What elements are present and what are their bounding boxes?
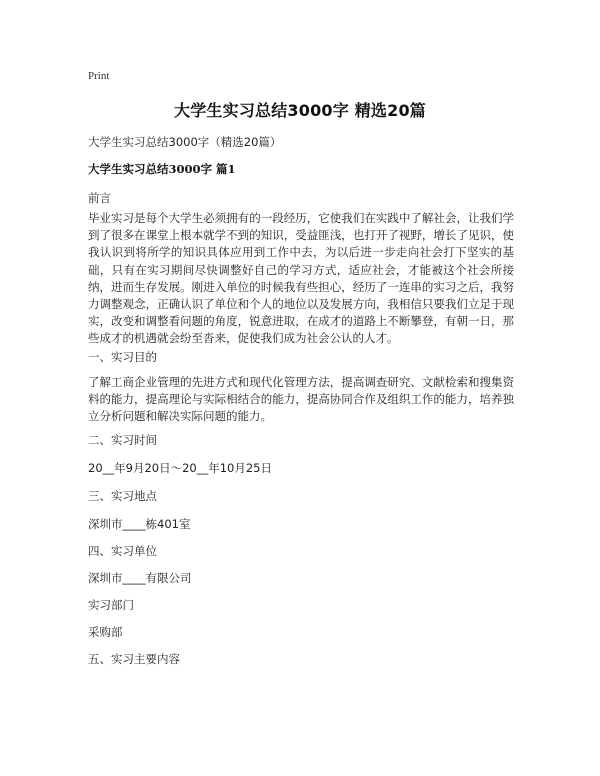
content-heading: 五、实习主要内容 bbox=[88, 652, 180, 666]
preface-paragraph: 毕业实习是每个大学生必须拥有的一段经历，它使我们在实践中了解社会，让我们学到了很多在课堂上根本就学不到的知识，受益匪浅，也打开了视野，增长了见识，使我认识到将所学的知识具体应用到工作中去，为以后进一步走向社会打下坚实的基础，只有在实习期间尽快调整好自己的学习方式，适应社会，才能被这个社会所接纳，进而生存发展。刚进入单位的时候我有些担心，经历了一连串的实习之后，我努力调整观念，正确认识了单位和个人的地位以及发展方向，我相信只要我们立足于现实，改变和调整看问题的角度，锐意进取，在成才的道路上不断攀登，有朝一日，那些成才的机遇就会纷至沓来，促使我们成为社会公认的人才。 bbox=[88, 211, 514, 346]
location-heading: 三、实习地点 bbox=[88, 489, 157, 503]
time-value: 20__年9月20日～20__年10月25日 bbox=[88, 461, 272, 475]
unit-heading: 四、实习单位 bbox=[88, 544, 157, 558]
preface-heading: 前言 bbox=[88, 191, 111, 205]
section-title: 大学生实习总结3000字 篇1 bbox=[88, 162, 236, 176]
document-title: 大学生实习总结3000字 精选20篇 bbox=[174, 101, 426, 120]
purpose-heading: 一、实习目的 bbox=[88, 350, 157, 364]
time-heading: 二、实习时间 bbox=[88, 433, 157, 447]
department-label: 实习部门 bbox=[88, 598, 134, 612]
location-value: 深圳市____栋401室 bbox=[88, 517, 191, 531]
department-value: 采购部 bbox=[88, 625, 123, 639]
unit-value: 深圳市____有限公司 bbox=[88, 571, 192, 585]
document-subtitle: 大学生实习总结3000字（精选20篇） bbox=[88, 135, 282, 149]
purpose-paragraph: 了解工商企业管理的先进方式和现代化管理方法，提高调查研究、文献检索和搜集资料的能力，提高理论与实际相结合的能力，提高协同合作及组织工作的能力，培养独立分析问题和解决实际问题的能力。 bbox=[88, 375, 514, 424]
print-label: Print bbox=[88, 70, 110, 82]
